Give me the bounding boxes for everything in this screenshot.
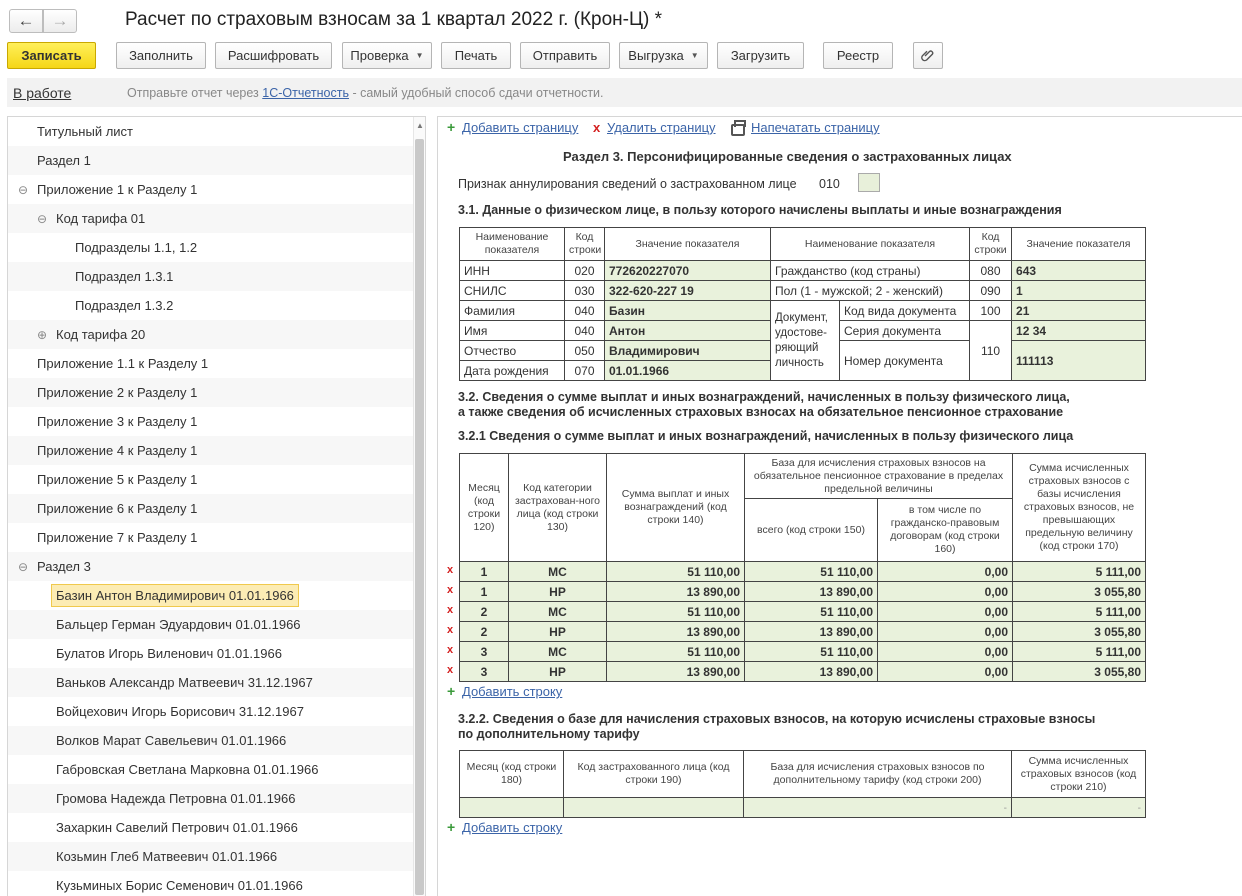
tree-item[interactable] [8, 204, 413, 233]
document-label: Документ, удостове-ряющий личность [771, 301, 840, 381]
info-text-before: Отправьте отчет через [127, 86, 263, 100]
contribution-field[interactable] [1012, 798, 1146, 818]
contribution-cell[interactable]: 5 111,00 [1013, 602, 1146, 622]
col-header: Код категории застрахован-ного лица (код строки 130) [509, 454, 607, 562]
tree-item[interactable] [8, 726, 413, 755]
tree-item[interactable] [8, 523, 413, 552]
contribution-cell[interactable]: 3 055,80 [1013, 582, 1146, 602]
chevron-down-icon: ▼ [690, 51, 699, 60]
collapse-icon[interactable]: ⊖ [37, 211, 48, 226]
row-label: Отчество [460, 341, 565, 361]
tree-item-label: Приложение 6 к Разделу 1 [37, 501, 198, 516]
month-cell[interactable]: 1 [460, 582, 509, 602]
delete-row-icon[interactable]: x [447, 644, 454, 656]
month-field[interactable] [460, 798, 564, 818]
sex-field[interactable]: 1 [1012, 281, 1146, 301]
tree-item-label: Бальцер Герман Эдуардович 01.01.1966 [56, 617, 301, 632]
tree-item[interactable] [8, 175, 413, 204]
col-header: База для исчисления страховых взносов по дополнительному тарифу (код строки 200) [744, 751, 1012, 798]
col-header: Сумма выплат и иных вознаграждений (код строки 140) [607, 454, 745, 562]
category-cell[interactable]: НР [509, 662, 607, 682]
tree-item[interactable] [8, 639, 413, 668]
col-header: Код застрахованного лица (код строки 190) [564, 751, 744, 798]
print-button[interactable]: Печать [441, 42, 511, 69]
gpd-cell[interactable]: 0,00 [878, 562, 1013, 582]
add-row-link-2[interactable]: Добавить строку [462, 820, 563, 835]
table-row [460, 622, 1146, 642]
col-header: Код строки [970, 228, 1012, 261]
insured-code-field[interactable] [564, 798, 744, 818]
additional-tariff-table [459, 750, 1146, 818]
doc-type-field[interactable]: 21 [1012, 301, 1146, 321]
category-cell[interactable]: МС [509, 562, 607, 582]
col-header: Значение показателя [1012, 228, 1146, 261]
base-cell[interactable]: 51 110,00 [745, 562, 878, 582]
citizenship-field[interactable]: 643 [1012, 261, 1146, 281]
registry-button[interactable]: Реестр [823, 42, 893, 69]
tree-item-label: Титульный лист [37, 124, 134, 139]
tree-item[interactable] [8, 668, 413, 697]
col-header: Наименование показателя [460, 228, 565, 261]
category-cell[interactable]: МС [509, 602, 607, 622]
tree-item[interactable] [8, 117, 413, 146]
title-bar [0, 0, 1242, 40]
base-cell[interactable]: 13 890,00 [745, 622, 878, 642]
section-title: Раздел 3. Персонифицированные сведения о застрахованных лицах [563, 149, 1012, 164]
row-code: 040 [565, 321, 605, 341]
category-cell[interactable]: МС [509, 642, 607, 662]
toolbar [0, 40, 1242, 74]
reporting-link[interactable]: 1С-Отчетность [262, 86, 349, 100]
contribution-cell[interactable]: 3 055,80 [1013, 662, 1146, 682]
row-label: СНИЛС [460, 281, 565, 301]
add-row-link[interactable]: Добавить строку [462, 684, 563, 699]
section-3-2-title-1: 3.2. Сведения о сумме выплат и иных вознаграждений, начисленных в пользу физического лица, [458, 390, 1070, 404]
gpd-cell[interactable]: 0,00 [878, 662, 1013, 682]
personal-data-table [459, 227, 1146, 381]
sum-cell[interactable]: 13 890,00 [607, 582, 745, 602]
export-button[interactable] [619, 42, 708, 69]
col-header: Сумма исчисленных страховых взносов (код строки 210) [1012, 751, 1146, 798]
tree-item-label: Базин Антон Владимирович 01.01.1966 [51, 584, 299, 607]
tree-item-label: Громова Надежда Петровна 01.01.1966 [56, 791, 296, 806]
gpd-cell[interactable]: 0,00 [878, 602, 1013, 622]
chevron-down-icon: ▼ [415, 51, 424, 60]
table-row [460, 662, 1146, 682]
col-header: База для исчисления страховых взносов на обязательное пенсионное страхование в пределах предельной величины [745, 454, 1013, 499]
annul-code: 010 [819, 177, 840, 191]
surname-field[interactable]: Базин [605, 301, 771, 321]
annul-field[interactable] [858, 173, 880, 192]
category-cell[interactable]: НР [509, 582, 607, 602]
tree-item-label: Подразделы 1.1, 1.2 [75, 240, 198, 255]
row-code: 050 [565, 341, 605, 361]
add-icon: + [447, 119, 456, 135]
info-bar [7, 78, 1242, 107]
tree-item-label: Приложение 7 к Разделу 1 [37, 530, 198, 545]
forward-arrow-icon[interactable]: → [43, 9, 77, 33]
report-tree [7, 116, 426, 896]
paperclip-icon[interactable] [913, 42, 943, 69]
category-cell[interactable]: НР [509, 622, 607, 642]
table-row [460, 602, 1146, 622]
delete-row-icon[interactable]: x [447, 664, 454, 676]
col-header: Наименование показателя [771, 228, 970, 261]
printer-icon [731, 124, 745, 136]
fill-button[interactable]: Заполнить [116, 42, 206, 69]
contribution-cell[interactable]: 3 055,80 [1013, 622, 1146, 642]
row-code: 080 [970, 261, 1012, 281]
collapse-icon[interactable]: ⊖ [18, 182, 29, 197]
tree-item-label: Габровская Светлана Марковна 01.01.1966 [56, 762, 319, 777]
delete-row-icon[interactable]: x [447, 584, 454, 596]
empty-dash: - [1137, 802, 1141, 814]
row-label: Серия документа [840, 321, 970, 341]
delete-page-link[interactable]: Удалить страницу [607, 120, 716, 135]
info-text [127, 86, 604, 100]
tree-item-label: Раздел 3 [37, 559, 91, 574]
row-label: ИНН [460, 261, 565, 281]
payment-rows [460, 562, 1146, 682]
month-cell[interactable]: 2 [460, 602, 509, 622]
sum-cell[interactable]: 13 890,00 [607, 662, 745, 682]
col-header: Значение показателя [605, 228, 771, 261]
tree-item-label: Волков Марат Савельевич 01.01.1966 [56, 733, 287, 748]
empty-dash: - [1003, 802, 1007, 814]
gpd-cell[interactable]: 0,00 [878, 642, 1013, 662]
tree-item-label: Приложение 4 к Разделу 1 [37, 443, 198, 458]
col-header: всего (код строки 150) [745, 499, 878, 562]
tree-item-label: Приложение 2 к Разделу 1 [37, 385, 198, 400]
row-label: Гражданство (код страны) [771, 261, 970, 281]
col-header: в том числе по гражданско-правовым договорам (код строки 160) [878, 499, 1013, 562]
inn-field[interactable]: 772620227070 [605, 261, 771, 281]
row-label: Номер документа [840, 341, 970, 381]
tree-item-label: Подраздел 1.3.2 [75, 298, 174, 313]
row-label: Дата рождения [460, 361, 565, 381]
expand-icon[interactable]: ⊕ [37, 327, 48, 342]
tree-item-label: Подраздел 1.3.1 [75, 269, 174, 284]
tree-item[interactable] [8, 378, 413, 407]
tree-item-label: Булатов Игорь Виленович 01.01.1966 [56, 646, 282, 661]
tree-item-label: Приложение 1.1 к Разделу 1 [37, 356, 209, 371]
row-label: Пол (1 - мужской; 2 - женский) [771, 281, 970, 301]
base-cell[interactable]: 13 890,00 [745, 662, 878, 682]
window-title: Расчет по страховым взносам за 1 квартал 2022 г. (Крон-Ц) * [125, 9, 663, 30]
tree-item[interactable] [8, 262, 413, 291]
tree-item[interactable] [8, 320, 413, 349]
month-cell[interactable]: 3 [460, 662, 509, 682]
tree-item[interactable] [8, 784, 413, 813]
table-row [460, 562, 1146, 582]
sum-cell[interactable]: 13 890,00 [607, 622, 745, 642]
tree-item[interactable] [8, 146, 413, 175]
check-label: Проверка [350, 48, 409, 63]
section-3-2-2-title-1: 3.2.2. Сведения о базе для начисления страховых взносов, на которую исчислены страховые взносы [458, 712, 1096, 726]
patronymic-field[interactable]: Владимирович [605, 341, 771, 361]
tree-item[interactable] [8, 552, 413, 581]
collapse-icon[interactable]: ⊖ [18, 559, 29, 574]
add-page-link[interactable]: Добавить страницу [462, 120, 579, 135]
tree-item-label: Козьмин Глеб Матвеевич 01.01.1966 [56, 849, 278, 864]
tree-item[interactable] [8, 581, 413, 610]
tree-item[interactable] [8, 813, 413, 842]
tree-item[interactable] [8, 871, 413, 896]
base-cell[interactable]: 51 110,00 [745, 602, 878, 622]
scroll-up-icon[interactable]: ▲ [416, 121, 424, 130]
col-header: Месяц (код строки 120) [460, 454, 509, 562]
report-document [437, 116, 1242, 896]
birthdate-field[interactable]: 01.01.1966 [605, 361, 771, 381]
annul-label: Признак аннулирования сведений о застрахованном лице [458, 177, 797, 191]
section-3-2-1-title: 3.2.1 Сведения о сумме выплат и иных вознаграждений, начисленных в пользу физического лица [458, 429, 1074, 443]
paperclip-glyph [921, 49, 935, 63]
gpd-cell[interactable]: 0,00 [878, 622, 1013, 642]
month-cell[interactable]: 1 [460, 562, 509, 582]
snils-field[interactable]: 322-620-227 19 [605, 281, 771, 301]
month-cell[interactable]: 2 [460, 622, 509, 642]
tree-item[interactable] [8, 755, 413, 784]
tree-item-label: Захаркин Савелий Петрович 01.01.1966 [56, 820, 298, 835]
row-label: Имя [460, 321, 565, 341]
sum-cell[interactable]: 51 110,00 [607, 562, 745, 582]
tree-item-label: Войцехович Игорь Борисович 31.12.1967 [56, 704, 304, 719]
doc-series-field[interactable]: 12 34 [1012, 321, 1146, 341]
add-icon: + [447, 683, 456, 699]
col-header: Месяц (код строки 180) [460, 751, 564, 798]
col-header: Код строки [565, 228, 605, 261]
export-label: Выгрузка [628, 48, 684, 63]
col-header: Сумма исчисленных страховых взносов с базы исчисления страховых взносов, не превышающих предельную величину (код строки 170) [1013, 454, 1146, 562]
decode-button[interactable]: Расшифровать [215, 42, 332, 69]
print-page-link[interactable]: Напечатать страницу [751, 120, 880, 135]
tree-item-label: Раздел 1 [37, 153, 91, 168]
tree-item-label: Приложение 1 к Разделу 1 [37, 182, 198, 197]
delete-row-icon[interactable]: x [447, 624, 454, 636]
tree-item[interactable] [8, 494, 413, 523]
section-3-2-2-title-2: по дополнительному тарифу [458, 727, 640, 741]
save-button[interactable]: Записать [7, 42, 96, 69]
row-code: 070 [565, 361, 605, 381]
tree-item-label: Ваньков Александр Матвеевич 31.12.1967 [56, 675, 313, 690]
row-label: Код вида документа [840, 301, 970, 321]
row-code: 040 [565, 301, 605, 321]
name-field[interactable]: Антон [605, 321, 771, 341]
tree-item[interactable] [8, 233, 413, 262]
row-code: 110 [970, 321, 1012, 381]
sum-cell[interactable]: 51 110,00 [607, 642, 745, 662]
tree-item-label: Код тарифа 01 [56, 211, 146, 226]
base-cell[interactable]: 51 110,00 [745, 642, 878, 662]
info-text-after: - самый удобный способ сдачи отчетности. [348, 86, 604, 100]
row-label: Фамилия [460, 301, 565, 321]
add-icon: + [447, 819, 456, 835]
status-link[interactable]: В работе [13, 85, 72, 101]
tree-item[interactable] [8, 436, 413, 465]
base-cell[interactable]: 13 890,00 [745, 582, 878, 602]
tree-item[interactable] [8, 610, 413, 639]
row-code: 100 [970, 301, 1012, 321]
tree-item-label: Кузьминых Борис Семенович 01.01.1966 [56, 878, 303, 893]
tree-item[interactable] [8, 291, 413, 320]
load-button[interactable]: Загрузить [717, 42, 804, 69]
tree-item[interactable] [8, 465, 413, 494]
tree-item-label: Приложение 5 к Разделу 1 [37, 472, 198, 487]
section-3-1-title: 3.1. Данные о физическом лице, в пользу которого начислены выплаты и иные вознаграждения [458, 203, 1062, 217]
gpd-cell[interactable]: 0,00 [878, 582, 1013, 602]
contribution-cell[interactable]: 5 111,00 [1013, 562, 1146, 582]
tree-item[interactable] [8, 407, 413, 436]
scrollbar-thumb[interactable] [415, 139, 424, 895]
row-code: 090 [970, 281, 1012, 301]
payments-table [459, 453, 1146, 682]
back-arrow-icon[interactable]: ← [9, 9, 43, 33]
month-cell[interactable]: 3 [460, 642, 509, 662]
doc-number-field[interactable]: 111113 [1012, 341, 1146, 381]
row-code: 030 [565, 281, 605, 301]
delete-row-icon[interactable]: x [447, 604, 454, 616]
sum-cell[interactable]: 51 110,00 [607, 602, 745, 622]
send-button[interactable]: Отправить [520, 42, 610, 69]
tree-item[interactable] [8, 697, 413, 726]
delete-row-icon[interactable]: x [447, 564, 454, 576]
check-button[interactable] [342, 42, 432, 69]
table-row [460, 642, 1146, 662]
base-field[interactable] [744, 798, 1012, 818]
tree-item[interactable] [8, 842, 413, 871]
contribution-cell[interactable]: 5 111,00 [1013, 642, 1146, 662]
section-3-2-title-2: а также сведения об исчисленных страховых взносах на обязательное пенсионное страхование [458, 405, 1064, 419]
delete-icon: x [593, 120, 601, 135]
table-row [460, 582, 1146, 602]
tree-item-label: Код тарифа 20 [56, 327, 146, 342]
row-code: 020 [565, 261, 605, 281]
tree-item-label: Приложение 3 к Разделу 1 [37, 414, 198, 429]
tree-item[interactable] [8, 349, 413, 378]
